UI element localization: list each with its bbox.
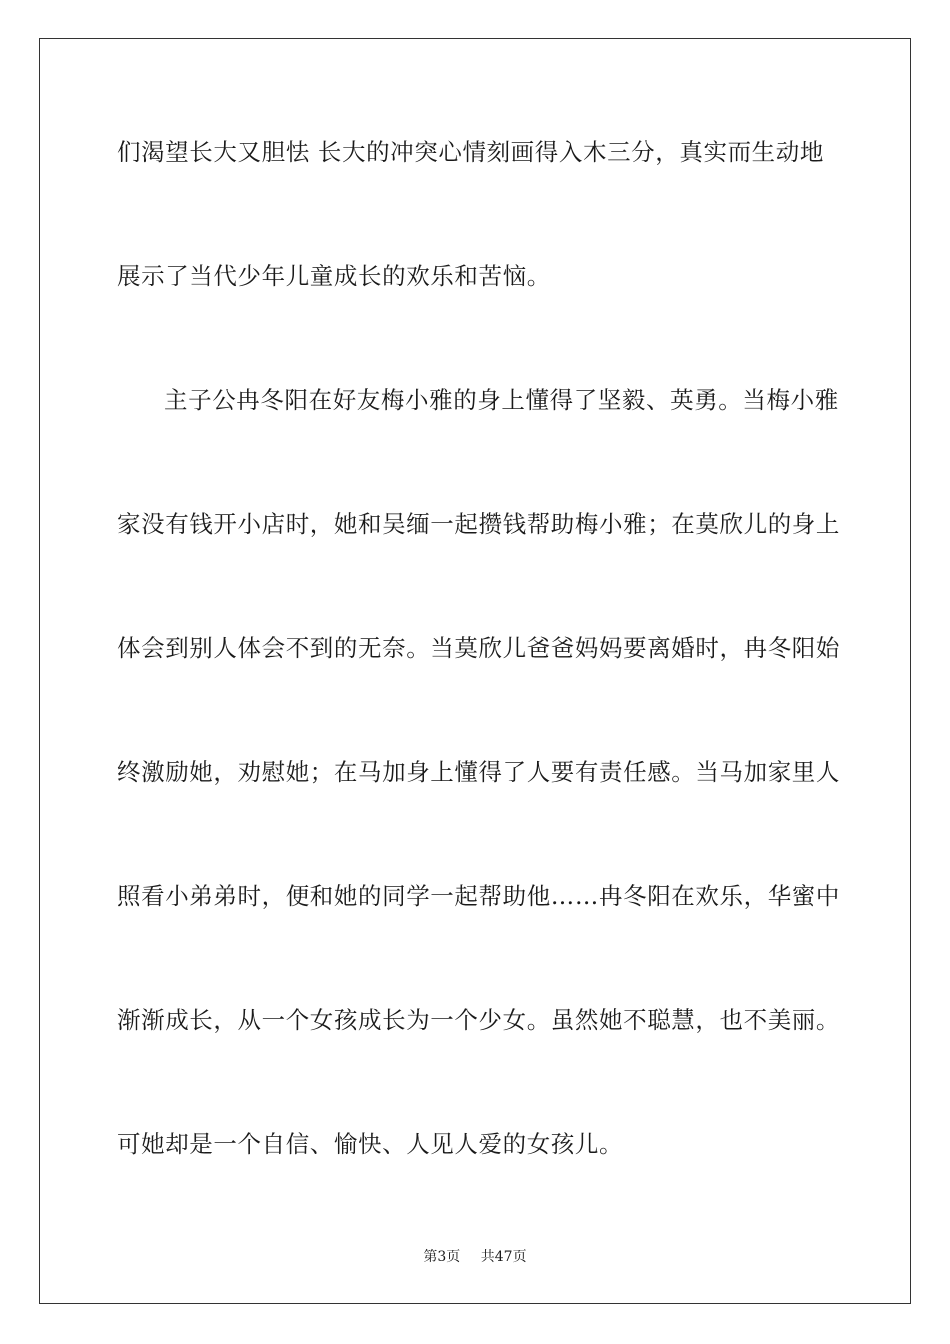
page-border bbox=[39, 38, 911, 1304]
text-line: 终激励她，劝慰她；在马加身上懂得了人要有责任感。当马加家里人 bbox=[117, 758, 840, 786]
text-line: 可她却是一个自信、愉快、人见人爱的女孩儿。 bbox=[117, 1130, 624, 1158]
text-line: 照看小弟弟时，便和她的同学一起帮助他……冉冬阳在欢乐，华蜜中 bbox=[117, 882, 840, 910]
page-number: 第3页 bbox=[423, 1249, 461, 1265]
text-line: 们渴望长大又胆怯 长大的冲突心情刻画得入木三分，真实而生动地 bbox=[117, 138, 824, 166]
page-footer bbox=[0, 1248, 950, 1266]
page-total: 共47页 bbox=[480, 1249, 527, 1265]
paragraph-start-line: 主子公冉冬阳在好友梅小雅的身上懂得了坚毅、英勇。当梅小雅 bbox=[164, 386, 839, 414]
text-line: 展示了当代少年儿童成长的欢乐和苦恼。 bbox=[117, 262, 551, 290]
text-line: 体会到别人体会不到的无奈。当莫欣儿爸爸妈妈要离婚时，冉冬阳始 bbox=[117, 634, 840, 662]
text-line: 渐渐成长，从一个女孩成长为一个少女。虽然她不聪慧，也不美丽。 bbox=[117, 1006, 840, 1034]
text-line: 家没有钱开小店时，她和吴缅一起攒钱帮助梅小雅；在莫欣儿的身上 bbox=[117, 510, 840, 538]
